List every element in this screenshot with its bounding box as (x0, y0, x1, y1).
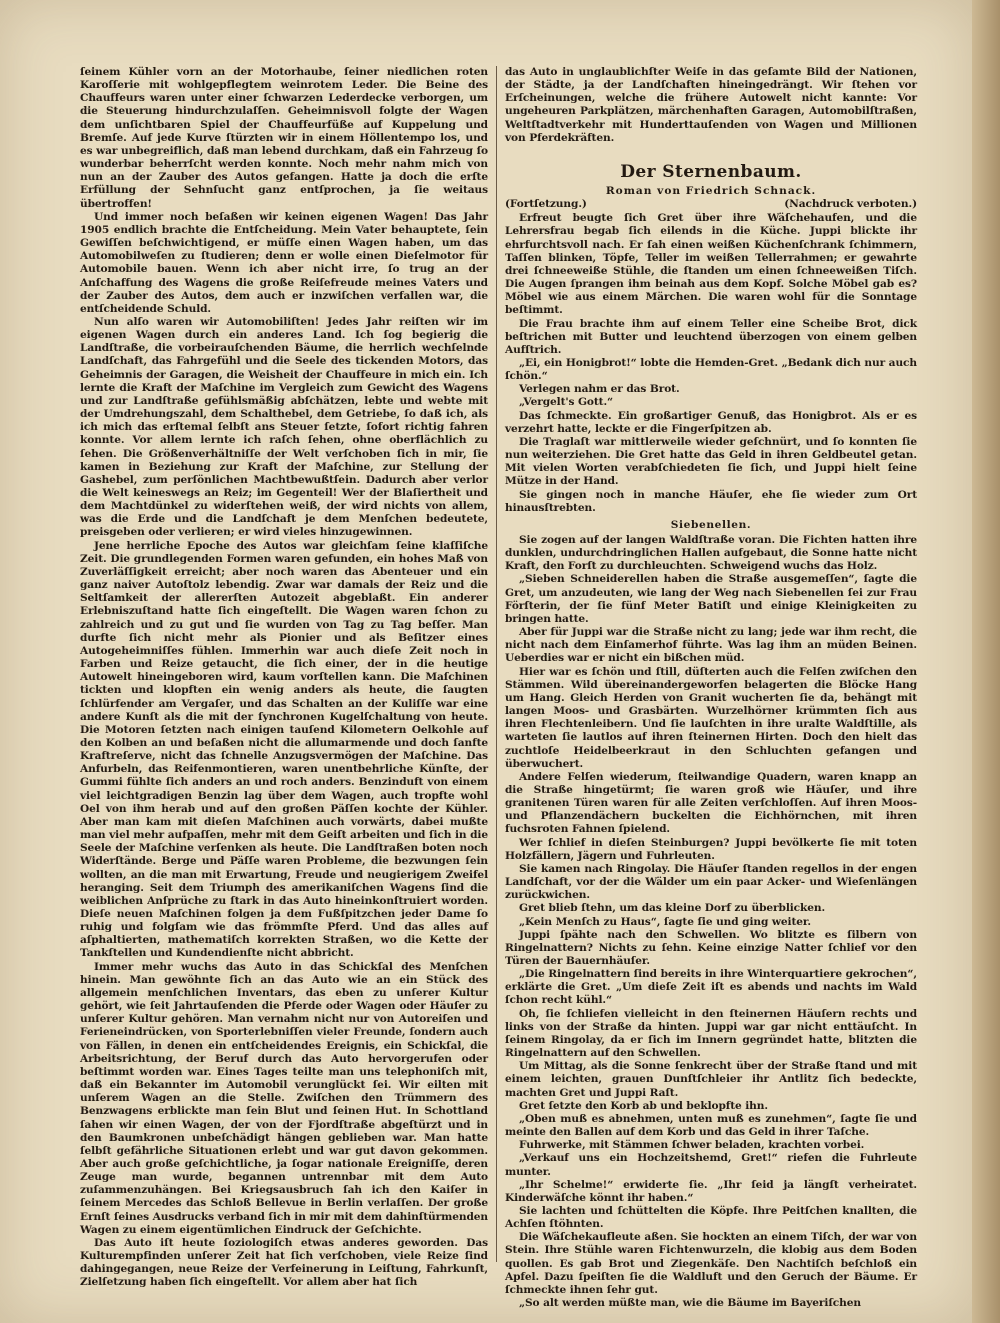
paragraph: „So alt werden müßte man, wie die Bäume im Bayeriſchen (519, 1297, 861, 1310)
paragraph: „Ei, ein Honigbrot!“ lobte die Hemden-Gret. „Bedank dich nur auch ſchön.“ (505, 356, 917, 383)
paragraph: „Sieben Schneiderellen haben die Straße ausgemeſſen“, ſagte die Gret, um anzudeuten, wie lang der Weg nach Siebenellen ſei zur Frau Förſterin, der ſie fünf Meter Batiſt und einige Kleinigkeiten zu bringen hatte. (505, 573, 917, 625)
paragraph: Die Traglaſt war mittlerweile wieder geſchnürt, und ſo konnten ſie nun weiterziehen. Die Gret hatte das Geld in ihren Geldbeutel getan. Mit vielen Worten verabſchiedeten ſie ſich, und Juppi hielt ſeine Mütze in der Hand. (505, 435, 917, 488)
left-column (80, 66, 488, 1290)
paragraph: ſeinem Kühler vorn an der Motorhaube, ſeiner niedlichen roten Karoſſerie mit wohlgepflegtem weinrotem Leder. Die Beine des Chauffeurs waren unter einer ſchwarzen Lederdecke verborgen, um die Steuerung hindurchzulaſſen. Geheimnisvoll folgte der Wagen dem unſichtbaren Spiel der Chauffeurfüße auf Kuppelung und Bremſe. Auf jede Kurve ſtürzten wir in einem Höllentempo los, und es war unbegreiflich, daß man lebend durchkam, daß ein Fahrzeug ſo wunderbar beherrſcht werden konnte. Noch mehr nahm mich von nun an der Zauber des Autos gefangen. Hatte ja doch die erſte Erfüllung der Sehnſucht ganz entſprochen, ja ſie weitaus übertroffen! (80, 66, 488, 210)
paragraph: Andere Felſen wiederum, ſteilwandige Quadern, waren knapp an die Straße hingetürmt; ſie waren groß wie Häuſer, und ihre granitenen Türen waren für alle Zeiten verſchloſſen. Auf ihren Moos- und Pflanzendächern buckelten die Eichhörnchen, mit ihren fuchsroten Fahnen ſpielend. (505, 770, 917, 836)
paragraph: Aber für Juppi war die Straße nicht zu lang; jede war ihm recht, die nicht nach dem Einſamerhof führte. Was lag ihm an müden Beinen. Ueberdies war er nicht ein bißchen müd. (505, 626, 917, 665)
paragraph: das Auto in unglaublichſter Weiſe in das geſamte Bild der Nationen, der Städte, ja der Landſchaften hineingedrängt. Wir ſtehen vor Erſcheinungen, welche die frühere Autowelt nicht kannte: Vor ungeheuren Parkplätzen, märchenhaften Garagen, Automobilſtraßen, Weltſtadtverkehr mit Hunderttauſenden von Wagen und Millionen von Pferdekräften. (505, 66, 917, 144)
paragraph: Das ſchmeckte. Ein großartiger Genuß, das Honigbrot. Als er es verzehrt hatte, leckte er die Fingerſpitzen ab. (505, 409, 917, 435)
paragraph: Immer mehr wuchs das Auto in das Schickſal des Menſchen hinein. Man gewöhnte ſich an das Auto wie an ein Stück des allgemein menſchlichen Inventars, das eben zu unſerer Kultur gehört, wie ſeit Jahrtauſenden die Pferde oder Wagen oder Häuſer zu unſerer Kultur gehören. Man vernahm nicht nur von Autoreiſen und Ferieneindrücken, von Sporterlebniſſen vieler Freunde, ſondern auch von Fällen, in denen ein entſcheidendes Ereignis, ein Schickſal, die Arbeitsrichtung, der Beruf durch das Auto hervorgerufen oder beſtimmt worden war. Eines Tages teilte man uns telephoniſch mit, daß ein Bekannter im Automobil verunglückt ſei. Wir eilten mit unſerem Wagen an die Stelle. Zwiſchen den Trümmern des Benzwagens erblickte man ſein Blut und ſeinen Hut. In Schottland ſahen wir einen Wagen, der von der Fjordſtraße abgeſtürzt und in den Baumkronen unbeſchädigt hängen geblieben war. Man hatte ſelbſt gefährliche Situationen erlebt und war gut davon gekommen. Aber auch große geſchichtliche, ja ſogar nationale Ereigniſſe, deren Zeuge man wurde, begannen untrennbar mit dem Auto zuſammenzuhängen. Bei Kriegsausbruch ſah ich den Kaiſer in ſeinem Mercedes das Schloß Bellevue in Berlin verlaſſen. Der große Ernſt ſeines Ausdrucks verband ſich in mir mit dem dahinſtürmenden Wagen zu einem eigentümlichen Eindruck der Geſchichte. (80, 960, 489, 1236)
reprint-note: (Nachdruck verboten.) (784, 198, 917, 211)
paragraph: Verlegen nahm er das Brot. (519, 383, 680, 396)
paragraph: Oh, ſie ſchliefen vielleicht in den ſteinernen Häuſern rechts und links von der Straße da hinten. Juppi war gar nicht enttäuſcht. In ſeinem Ringolay, da er ſich im Innern gegründet hatte, blitzten die Ringelnattern auf den Schwellen. (505, 1007, 917, 1060)
paragraph: Gret ſetzte den Korb ab und beklopfte ihn. (519, 1099, 768, 1112)
paragraph: „Kein Menſch zu Haus“, ſagte ſie und ging weiter. (519, 915, 812, 928)
page-edge (972, 0, 1000, 1323)
paragraph: Wer ſchlief in dieſen Steinburgen? Juppi bevölkerte ſie mit toten Holzfällern, Jägern und Fuhrleuten. (505, 836, 917, 862)
paragraph: Und immer noch beſaßen wir keinen eigenen Wagen! Das Jahr 1905 endlich brachte die Entſcheidung. Mein Vater behauptete, ſein Gewiſſen beſchwichtigend, er müſſe einen Wagen haben, um das Automobilweſen zu ſtudieren; denn er wolle einen Dieſelmotor für Automobile bauen. Wenn ich aber nicht irre, ſo trug an der Anſchaffung des Wagens die große Reiſefreude meines Vaters und der Zauber des Autos, dem auch er inzwiſchen verfallen war, die entſcheidende Schuld. (80, 210, 488, 315)
paragraph: „Oben muß es abnehmen, unten muß es zunehmen“, ſagte ſie und meinte den Ballen auf dem Korb und das Geld in ihrer Taſche. (505, 1112, 917, 1139)
paragraph: Sie lachten und ſchüttelten die Köpfe. Ihre Peitſchen knallten, die Achſen ſtöhnten. (505, 1204, 917, 1231)
paragraph: Um Mittag, als die Sonne ſenkrecht über der Straße ſtand und mit einem leichten, grauen Dunſtſchleier ihr Antlitz ſich bedeckte, machten Gret und Juppi Raſt. (505, 1060, 917, 1099)
column-divider (496, 66, 497, 1262)
story-meta (505, 198, 917, 211)
paragraph: Sie kamen nach Ringolay. Die Häuſer ſtanden regellos in der engen Landſchaft, vor der die Wälder um ein paar Acker- und Wieſenlängen zurückwichen. (505, 862, 917, 902)
right-column (505, 66, 917, 1310)
story-title: Der Sternenbaum. (620, 161, 802, 182)
paragraph: „Verkauf uns ein Hochzeitshemd, Gret!“ riefen die Fuhrleute munter. (505, 1152, 917, 1178)
paragraph: „Ihr Schelme!“ erwiderte ſie. „Ihr ſeid ja längſt verheiratet. Kinderwäſche könnt ihr haben.“ (505, 1178, 917, 1204)
paragraph: Erfreut beugte ſich Gret über ihre Wäſchehaufen, und die Lehrersfrau begab ſich eilends in die Küche. Juppi blickte ihr ehrfurchtsvoll nach. Er ſah einen weißen Küchenſchrank ſchimmern, Taſſen blinken, Töpfe, Teller im weißen Tellerrahmen; er gewahrte drei ſchneeweiße Stühle, die ſtanden um einen ſchneeweißen Tiſch. Die Augen ſprangen ihm beinah aus dem Kopf. Solche Möbel gab es? Möbel wie aus einem Märchen. Die waren wohl für die Sonntage beſtimmt. (505, 212, 917, 317)
paragraph: „Die Ringelnattern ſind bereits in ihre Winterquartiere gekrochen“, erklärte die Gret. „Um dieſe Zeit iſt es abends und nachts im Wald ſchon recht kühl.“ (505, 968, 917, 1007)
section-title: Siebenellen. (670, 518, 752, 531)
paragraph: Fuhrwerke, mit Stämmen ſchwer beladen, krachten vorbei. (519, 1139, 865, 1152)
paragraph: Die Wäſchekaufleute aßen. Sie hockten an einem Tiſch, der war von Stein. Ihre Stühle waren Fichtenwurzeln, die klobig aus dem Boden quollen. Es gab Brot und Ziegenkäſe. Den Nachtiſch beſchloß ein Apfel. Dazu ſpeiſten ſie die Waldluft und den Geruch der Bäume. Er ſchmeckte ihnen ſehr gut. (505, 1231, 917, 1296)
paragraph: Nun alſo waren wir Automobiliſten! Jedes Jahr reiſten wir im eigenen Wagen durch ein anderes Land. Ich ſog begierig die Landſtraße, die vorbeirauſchenden Bäume, die herrlich wechſelnde Landſchaft, das Fahrgefühl und die Seele des tickenden Motors, das Geheimnis der Garagen, die Weisheit der Chauffeure in mich ein. Ich lernte die Kraft der Maſchine im Vergleich zum Gewicht des Wagens und zur Landſtraße gefühlsmäßig abſchätzen, lebte und webte mit der Umdrehungszahl, dem Schalthebel, dem Getriebe, ſo daß ich, als ich mich das erſtemal ſelbſt ans Steuer ſetzte, ſofort richtig fahren konnte. Vor allem lernte ich raſch ſehen, ohne oberflächlich zu ſehen. Die Größenverhältniſſe der Welt verſchoben ſich in mir, ſie kamen in Beziehung zur Kraft der Maſchine, zur Stellung der Gashebel, zum perſönlichen Machtbewußtſein. Dadurch aber verlor die Welt keineswegs an Reiz; im Gegenteil! Wer der Blaſiertheit und dem Machtdünkel zu widerſtehen weiß, der wird nichts von allem, was die Erde und die Landſchaft je dem Menſchen bedeutete, preisgeben oder verlieren; er wird vieles hinzugewinnen. (80, 315, 488, 539)
paragraph: Das Auto iſt heute ſoziologiſch etwas anderes geworden. Das Kulturempfinden unſerer Zeit hat ſich verſchoben, viele Reize ſind dahingegangen, neue Reize der Verfeinerung in Leiſtung, Fahrkunſt, Zielſetzung haben ſich eingeſtellt. Vor allem aber hat ſich (80, 1236, 488, 1289)
paragraph: Jene herrliche Epoche des Autos war gleichſam ſeine klaſſiſche Zeit. Die grundlegenden Formen waren gefunden, ein hohes Maß von Zuverläſſigkeit erreicht; aber noch waren das Abenteuer und ein ganz naiver Autoſtolz lebendig. Zwar war damals der Reiz und die Seltſamkeit der allererſten Autozeit abgeblaßt. Ein anderer Erlebniszuſtand hatte ſich eingeſtellt. Die Wagen waren ſchon zu zahlreich und zu gut und ſie wurden von Tag zu Tag beſſer. Man durfte ſich nicht mehr als Pionier und als Beſitzer eines Autogeheimniſſes fühlen. Immerhin war auch dieſe Zeit noch in Farben und Reize getaucht, die ſich einer, der in die heutige Autowelt hineingeboren wird, kaum vorſtellen kann. Die Maſchinen tickten und klopften ein wenig anders als heute, die ſaugten ſchlürfender am Vergaſer, und das Schalten an der Kuliſſe war eine andere Kunſt als die mit der ſynchronen Kugelſchaltung von heute. Die Motoren ſetzten nach einigen tauſend Kilometern Oelkohle auf den Kolben an und beſaßen nicht die allumarmende und doch ſanfte Kraftreſerve, nicht das ſchnelle Anzugsvermögen der Maſchine. Das Anfurbeln, das Reifenmontieren, waren unentbehrliche Künſte, der Gummi fühlte ſich anders an und roch anders. Benzinduft von einem viel leichtgradigen Benzin lag über dem Wagen, auch tropfte wohl Oel von ihm herab und auf den großen Päſſen kochte der Kühler. Aber man kam mit dieſen Maſchinen auch vorwärts, dabei mußte man viel mehr aufpaſſen, mehr mit dem Geiſt arbeiten und ſich in die Seele der Maſchine verſenken als heute. Die Landſtraßen boten noch Widerſtände. Berge und Päſſe waren Probleme, die bezwungen ſein wollten, an die man mit Erwartung, Freude und neugierigem Zweifel heranging. Seit dem Triumph des amerikaniſchen Wagens ſind die weiblichen Anſprüche zu ſtark in das Auto hineinkonſtruiert worden. Dieſe neuen Maſchinen folgen ja dem Fußſpitzchen jeder Dame ſo ruhig und folgſam wie das frömmſte Pferd. Und das alles auf aſphaltierten, mathematiſch korrekten Straßen, wo die Kette der Tankſtellen und Kundendienſte nicht abbricht. (80, 539, 488, 960)
paragraph: Hier war es ſchön und ſtill, düſterten auch die Felſen zwiſchen den Stämmen. Wild übereinandergeworfen belagerten die Blöcke Hang um Hang. Gleich Herden von Granit wucherten ſie da, behängt mit langen Moos- und Grasbärten. Wurzelhörner krümmten ſich aus ihren Flechtenleibern. Und ſie lauſchten in ihre uralte Waldſtille, als warteten ſie lautlos auf ihren ſteinernen Hirten. Doch den hielt das zuchtloſe Heidelbeerkraut in den Schluchten gefangen und überwuchert. (505, 665, 917, 770)
paragraph: Gret blieb ſtehn, um das kleine Dorf zu überblicken. (519, 902, 826, 915)
paragraph: Sie zogen auf der langen Waldſtraße voran. Die Fichten hatten ihre dunklen, undurchdringlichen Hallen aufgebaut, die Sonne hatte nicht Kraft, den Forſt zu durchleuchten. Schweigend wuchs das Holz. (505, 534, 917, 573)
paragraph: Juppi ſpähte nach den Schwellen. Wo blitzte es ſilbern von Ringelnattern? Nichts zu ſehn. Keine einzige Natter ſchlief vor den Türen der Bauernhäuſer. (505, 928, 917, 967)
paragraph: Die Frau brachte ihm auf einem Teller eine Scheibe Brot, dick beſtrichen mit Butter und leuchtend überzogen von einem gelben Aufſtrich. (505, 317, 917, 356)
paragraph: „Vergelt's Gott.“ (519, 396, 614, 409)
paragraph: Sie gingen noch in manche Häuſer, ehe ſie wieder zum Ort hinausſtrebten. (505, 488, 917, 514)
story-subtitle: Roman von Friedrich Schnack. (605, 184, 817, 197)
continuation-note: (Fortſetzung.) (505, 198, 587, 211)
